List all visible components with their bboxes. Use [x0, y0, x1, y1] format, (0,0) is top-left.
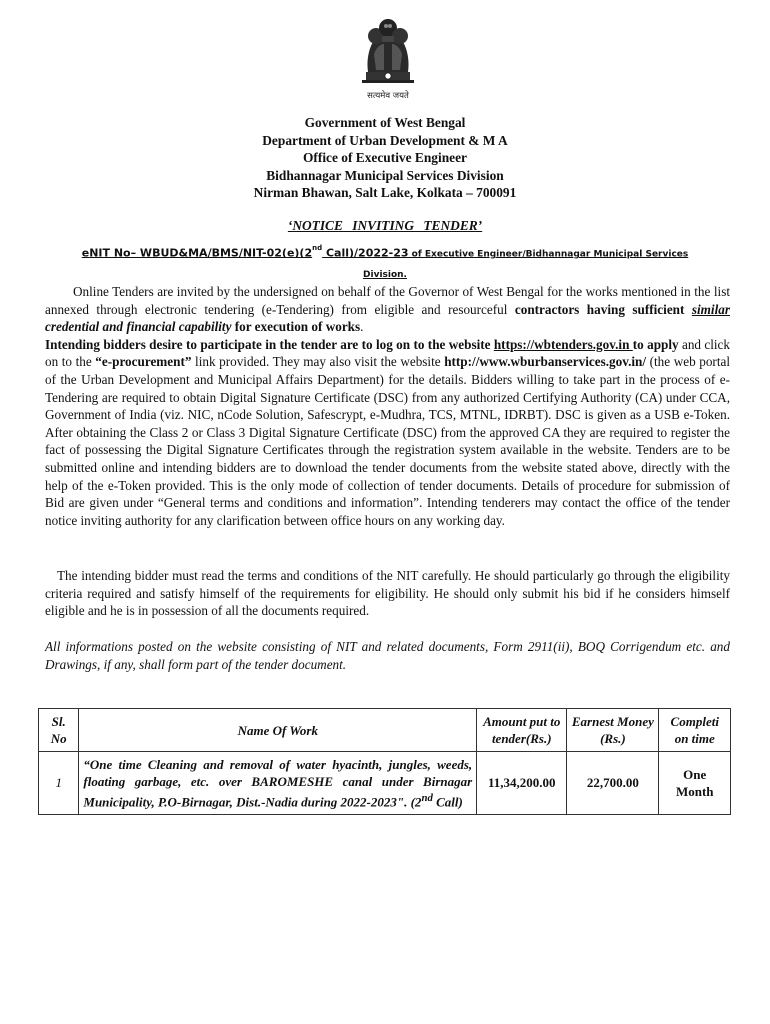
work-name-sup: nd: [421, 792, 433, 804]
state-emblem-icon: [346, 14, 430, 104]
paragraph-online-tenders: [45, 283, 730, 529]
header-amount: Amount put to tender(Rs.): [477, 709, 567, 752]
enit-number-part1: eNIT No– WBUD&MA/BMS/NIT-02(e)(2: [81, 246, 313, 260]
paragraph-terms: The intending bidder must read the terms and conditions of the NIT carefully. He should particularly go through the eligibility criteria required and satisfy himself of the requirements for eligibility. He should only submit his bid if he considers himself eligible and he is in possession of all the documents required.: [45, 568, 730, 619]
cell-amount: 11,34,200.00: [477, 752, 567, 815]
header-address: Nirman Bhawan, Salt Lake, Kolkata – 700091: [253, 185, 517, 201]
header-division: Bidhannagar Municipal Services Division: [266, 167, 504, 183]
wbtenders-link[interactable]: https://wbtenders.gov.in: [493, 336, 633, 352]
p1-bold2: for execution of works: [231, 319, 361, 335]
cell-name-of-work: [79, 752, 477, 815]
enit-sup: nd: [312, 244, 323, 252]
work-name-end: Call): [432, 794, 463, 810]
p1-credential: credential and financial capability: [45, 319, 232, 335]
header-completion-time: Completi on time: [659, 709, 731, 752]
p1-text4: link provided. They may also visit the website: [191, 354, 445, 370]
p1-wburban-url: http://www.wburbanservices.gov.in/: [444, 354, 647, 370]
enit-number: [70, 240, 700, 284]
paragraph-informations: All informations posted on the website consisting of NIT and related documents, Form 2911(ii), BOQ Corrigendum etc. and Drawings, if any, shall form part of the tender document.: [45, 639, 730, 672]
office-header: [0, 114, 770, 202]
p1-bold4: to apply: [632, 336, 679, 352]
header-department: Department of Urban Development & M A: [262, 132, 508, 148]
table-row: [39, 752, 731, 815]
header-name-of-work: Name Of Work: [79, 709, 477, 752]
enit-number-part2: Call)/2022-23: [322, 246, 409, 260]
p1-text3: and click on to the: [45, 336, 730, 370]
work-name-main: “One time Cleaning and removal of water hyacinth, jungles, weeds, floating garbage, etc. over BAROMESHE canal under Birnagar Municipality, P.O-Birnagar, Dist.-Nadia during 2022-2023". (2: [83, 757, 473, 810]
p1-bold1: contractors having sufficient: [514, 301, 692, 317]
enit-authority: of Executive Engineer/Bidhannagar Municipal Services Division.: [363, 249, 689, 281]
p1-bold3: Intending bidders desire to participate in the tender are to log on to the website: [45, 336, 494, 352]
header-sl-no: Sl. No: [39, 709, 79, 752]
notice-title: ‘NOTICE INVITING TENDER’: [287, 218, 483, 233]
header-office: Office of Executive Engineer: [303, 150, 467, 166]
works-table: [38, 708, 731, 815]
p1-eprocurement: “e-procurement”: [95, 354, 192, 370]
p1-text5: (the web portal of the Urban Development and Municipal Affairs Department) for the details. Bidders willing to take part in the process of e-Tendering are required to obtain Digital Signature Certificate (DSC) from any authorized Certifying Authority (CA) under CCA, Government of India (viz. NIC, nCode Solution, Safescrypt, e-Mudhra, TCS, MTNL, IDRBT). DSC is given as a USB e-Token. After obtaining the Class 2 or Class 3 Digital Signature Certificate (DSC) from the approved CA they are required to register the fact of possessing the Digital Signature Certificates through the registration system available in the website. Tenders are to be submitted online and intending bidders are to download the tender documents from the website stated above, directly with the help of the e-Token provided. This is the only mode of collection of tender documents. Details of procedure for submission of Bid are given under “General terms and conditions and information”. Intending tenderers may contact the office of the tender notice inviting authority for any clarification between office hours on any working day.: [45, 354, 730, 528]
cell-completion-time: One Month: [659, 752, 731, 815]
header-earnest-money: Earnest Money (Rs.): [567, 709, 659, 752]
table-header-row: [39, 709, 731, 752]
cell-earnest-money: 22,700.00: [567, 752, 659, 815]
header-government: Government of West Bengal: [304, 115, 466, 130]
p1-text2: .: [360, 319, 364, 335]
p1-text1: Online Tenders are invited by the undersigned on behalf of the Governor of West Bengal for the works mentioned in the list annexed through electronic tendering (e-Tendering) from eligible and resourceful: [45, 284, 730, 317]
cell-sl: 1: [39, 752, 79, 815]
p1-similar: similar: [691, 301, 730, 317]
emblem-motto: सत्यमेव जयते: [367, 91, 409, 101]
